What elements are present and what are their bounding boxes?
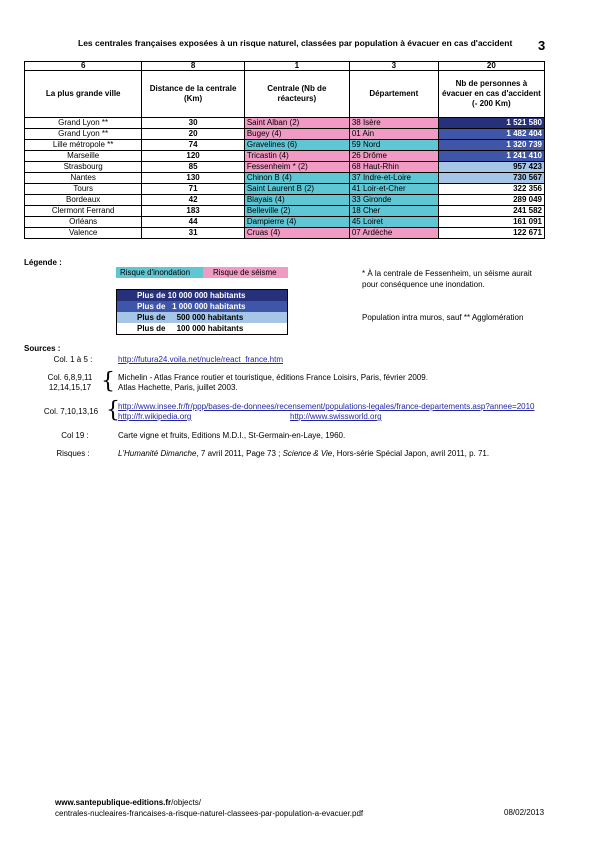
cell-distance: 20	[142, 129, 245, 140]
cell-dept: 59 Nord	[349, 140, 438, 151]
cell-population: 1 320 739	[438, 140, 544, 151]
cell-dept: 45 Loiret	[349, 217, 438, 228]
table-row	[25, 118, 545, 129]
cell-dept: 33 Gironde	[349, 195, 438, 206]
cell-population: 241 582	[438, 206, 544, 217]
cell-distance: 42	[142, 195, 245, 206]
legend-note-fessenheim: * À la centrale de Fessenheim, un séisme aurait pour conséquence une inondation.	[362, 269, 532, 289]
column-codes-row	[25, 62, 545, 71]
cell-city: Clermont Ferrand	[25, 206, 142, 217]
cell-dept: 37 Indre-et-Loire	[349, 173, 438, 184]
table-row	[25, 151, 545, 162]
table-row	[25, 195, 545, 206]
cell-plant: Saint Alban (2)	[244, 118, 349, 129]
source-label-col19: Col 19 :	[61, 431, 89, 440]
table-row	[25, 140, 545, 151]
cell-population: 289 049	[438, 195, 544, 206]
legend-quake: Risque de séisme	[203, 267, 288, 278]
table-row	[25, 162, 545, 173]
source-link-swissworld[interactable]: http://www.swissworld.org	[290, 412, 382, 421]
source-carte-vigne: Carte vigne et fruits, Editions M.D.I., St-Germain-en-Laye, 1960.	[118, 431, 346, 440]
cell-dept: 38 Isère	[349, 118, 438, 129]
cell-dept: 26 Drôme	[349, 151, 438, 162]
header-plant: Centrale (Nb de réacteurs)	[244, 71, 349, 118]
source-label-col1-5: Col. 1 à 5 :	[53, 355, 93, 364]
cell-distance: 120	[142, 151, 245, 162]
page-title-text: Les centrales françaises exposées à un risque naturel, classées par population à évacuer en cas d'accident	[78, 38, 513, 48]
cell-dept: 68 Haut-Rhin	[349, 162, 438, 173]
footer-path1: /objects/	[171, 798, 201, 807]
cell-distance: 71	[142, 184, 245, 195]
cell-city: Lille métropole **	[25, 140, 142, 151]
table-header-row	[25, 71, 545, 118]
cell-distance: 183	[142, 206, 245, 217]
source-link-insee[interactable]: http://www.insee.fr/fr/ppp/bases-de-donnees/recensement/populations-legales/france-departements.asp?annee=2010	[118, 402, 535, 411]
legend-note-population: Population intra muros, sauf ** Agglomération	[362, 313, 524, 322]
cell-plant: Chinon B (4)	[244, 173, 349, 184]
source-hachette: Atlas Hachette, Paris, juillet 2003.	[118, 383, 238, 392]
source-michelin: Michelin - Atlas France routier et touristique, éditions France Loisirs, Paris, février 2009.	[118, 373, 428, 382]
table-row	[25, 184, 545, 195]
table-row	[25, 228, 545, 239]
cell-city: Strasbourg	[25, 162, 142, 173]
page-number: 3	[538, 38, 546, 53]
cell-plant: Gravelines (6)	[244, 140, 349, 151]
brace-icon: {	[101, 369, 115, 394]
table-row	[25, 129, 545, 140]
cell-population: 122 671	[438, 228, 544, 239]
legend-title: Légende :	[24, 258, 62, 267]
sources-title: Sources :	[24, 344, 61, 353]
cell-population: 1 521 580	[438, 118, 544, 129]
footer-path2: centrales-nucleaires-francaises-a-risque-naturel-classees-par-population-a-evacuer.pdf	[55, 809, 364, 818]
cell-dept: 07 Ardèche	[349, 228, 438, 239]
cell-population: 161 091	[438, 217, 544, 228]
column-code: 6	[25, 62, 142, 71]
legend-flood: Risque d'inondation	[116, 267, 203, 278]
legend-pop-1m: Plus de 1 000 000 habitants	[117, 301, 287, 312]
cell-plant: Saint Laurent B (2)	[244, 184, 349, 195]
source-link-futura[interactable]: http://futura24.voila.net/nucle/react_france.htm	[118, 355, 283, 364]
cell-distance: 30	[142, 118, 245, 129]
cell-dept: 41 Loir-et-Cher	[349, 184, 438, 195]
source-humanite: L'Humanité Dimanche	[118, 449, 197, 458]
cell-dept: 01 Ain	[349, 129, 438, 140]
cell-distance: 85	[142, 162, 245, 173]
column-code: 8	[142, 62, 245, 71]
legend-pop-100k: Plus de 100 000 habitants	[117, 323, 287, 334]
source-science-vie-detail: , Hors-série Spécial Japon, avril 2011, p. 71.	[332, 449, 490, 458]
brace-icon: {	[106, 398, 120, 423]
table-row	[25, 206, 545, 217]
source-science-vie: Science & Vie	[282, 449, 333, 458]
cell-dept: 18 Cher	[349, 206, 438, 217]
table-row	[25, 173, 545, 184]
cell-plant: Dampierre (4)	[244, 217, 349, 228]
cell-population: 1 482 404	[438, 129, 544, 140]
legend-pop-500k: Plus de 500 000 habitants	[117, 312, 287, 323]
plants-table	[24, 61, 545, 239]
cell-plant: Bugey (4)	[244, 129, 349, 140]
header-dept: Département	[349, 71, 438, 118]
table-body	[25, 118, 545, 239]
column-code: 1	[244, 62, 349, 71]
cell-plant: Cruas (4)	[244, 228, 349, 239]
cell-city: Grand Lyon **	[25, 129, 142, 140]
cell-plant: Fessenheim * (2)	[244, 162, 349, 173]
source-link-wikipedia[interactable]: http://fr.wikipedia.org	[118, 412, 192, 421]
cell-population: 957 423	[438, 162, 544, 173]
footer-site[interactable]: www.santepublique-editions.fr	[55, 798, 172, 807]
cell-plant: Tricastin (4)	[244, 151, 349, 162]
legend-population	[116, 289, 288, 335]
footer-date: 08/02/2013	[504, 808, 545, 817]
source-label-col6: Col. 6,8,9,11 12,14,15,17	[47, 373, 93, 392]
source-risques	[118, 449, 489, 459]
source-label-risques: Risques :	[56, 449, 90, 458]
cell-city: Valence	[25, 228, 142, 239]
cell-plant: Blayais (4)	[244, 195, 349, 206]
cell-population: 322 356	[438, 184, 544, 195]
cell-city: Grand Lyon **	[25, 118, 142, 129]
source-label-col7: Col. 7,10,13,16	[43, 407, 99, 416]
table-row	[25, 217, 545, 228]
cell-city: Tours	[25, 184, 142, 195]
column-code: 3	[349, 62, 438, 71]
cell-population: 730 567	[438, 173, 544, 184]
header-city: La plus grande ville	[25, 71, 142, 118]
cell-distance: 74	[142, 140, 245, 151]
legend-pop-10m: Plus de 10 000 000 habitants	[117, 290, 287, 301]
cell-population: 1 241 410	[438, 151, 544, 162]
source-humanite-detail: , 7 avril 2011, Page 73 ;	[196, 449, 283, 458]
header-distance: Distance de la centrale (Km)	[142, 71, 245, 118]
header-population: Nb de personnes à évacuer en cas d'accident (- 200 Km)	[438, 71, 544, 118]
cell-distance: 130	[142, 173, 245, 184]
column-code: 20	[438, 62, 544, 71]
cell-distance: 44	[142, 217, 245, 228]
cell-city: Nantes	[25, 173, 142, 184]
cell-distance: 31	[142, 228, 245, 239]
cell-city: Bordeaux	[25, 195, 142, 206]
cell-city: Marseille	[25, 151, 142, 162]
footer-url	[55, 797, 363, 819]
cell-city: Orléans	[25, 217, 142, 228]
cell-plant: Belleville (2)	[244, 206, 349, 217]
